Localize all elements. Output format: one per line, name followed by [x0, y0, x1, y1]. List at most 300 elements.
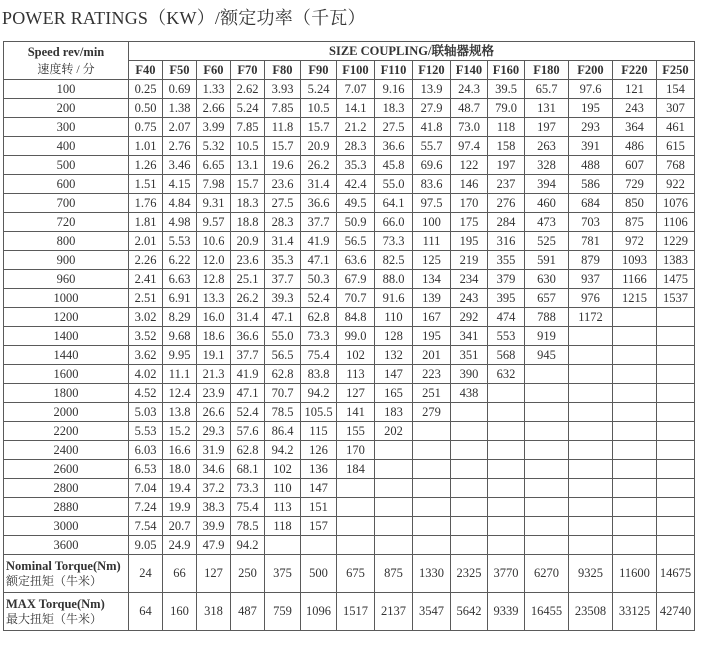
empty-cell — [525, 441, 569, 460]
power-cell: 607 — [613, 156, 657, 175]
power-cell: 56.5 — [265, 346, 301, 365]
power-cell: 99.0 — [337, 327, 375, 346]
power-cell: 7.24 — [129, 498, 163, 517]
speed-cell: 200 — [4, 99, 129, 118]
empty-cell — [569, 384, 613, 403]
power-cell: 1475 — [657, 270, 695, 289]
empty-cell — [613, 308, 657, 327]
power-cell: 460 — [525, 194, 569, 213]
power-cell: 316 — [488, 232, 525, 251]
power-cell: 630 — [525, 270, 569, 289]
power-cell: 18.8 — [231, 213, 265, 232]
speed-cell: 2880 — [4, 498, 129, 517]
power-cell: 55.0 — [375, 175, 413, 194]
page-title: POWER RATINGS（KW）/额定功率（千瓦） — [2, 8, 366, 28]
power-cell: 47.1 — [265, 308, 301, 327]
speed-cell: 1600 — [4, 365, 129, 384]
torque-cell: 675 — [337, 555, 375, 593]
power-cell: 195 — [451, 232, 488, 251]
speed-cell: 2000 — [4, 403, 129, 422]
power-cell: 57.6 — [231, 422, 265, 441]
power-cell: 70.7 — [337, 289, 375, 308]
speed-cell: 1000 — [4, 289, 129, 308]
empty-cell — [569, 422, 613, 441]
power-cell: 23.6 — [231, 251, 265, 270]
power-cell: 13.9 — [413, 80, 451, 99]
nominal-torque-label-zh: 额定扭矩（牛米） — [6, 573, 103, 588]
power-cell: 251 — [413, 384, 451, 403]
power-cell: 121 — [613, 80, 657, 99]
power-cell: 97.5 — [413, 194, 451, 213]
power-cell: 18.3 — [375, 99, 413, 118]
speed-cell: 1800 — [4, 384, 129, 403]
empty-cell — [657, 308, 695, 327]
power-cell: 3.62 — [129, 346, 163, 365]
empty-cell — [613, 346, 657, 365]
power-cell: 7.04 — [129, 479, 163, 498]
power-cell: 10.5 — [231, 137, 265, 156]
power-cell: 38.3 — [197, 498, 231, 517]
power-cell: 1076 — [657, 194, 695, 213]
power-cell: 364 — [613, 118, 657, 137]
power-cell: 65.7 — [525, 80, 569, 99]
power-cell: 2.66 — [197, 99, 231, 118]
power-cell: 111 — [413, 232, 451, 251]
nominal-torque-label-en: Nominal Torque(Nm) — [6, 558, 121, 573]
table-row — [4, 213, 695, 232]
power-cell: 13.1 — [231, 156, 265, 175]
power-cell: 26.2 — [301, 156, 337, 175]
power-cell: 167 — [413, 308, 451, 327]
torque-cell: 2325 — [451, 555, 488, 593]
power-cell: 223 — [413, 365, 451, 384]
empty-cell — [488, 384, 525, 403]
table-row — [4, 270, 695, 289]
power-cell: 279 — [413, 403, 451, 422]
empty-cell — [525, 422, 569, 441]
empty-cell — [488, 460, 525, 479]
empty-cell — [413, 460, 451, 479]
power-cell: 355 — [488, 251, 525, 270]
power-cell: 41.9 — [301, 232, 337, 251]
empty-cell — [613, 498, 657, 517]
empty-cell — [569, 327, 613, 346]
power-cell: 184 — [337, 460, 375, 479]
power-cell: 47.9 — [197, 536, 231, 555]
power-cell: 125 — [413, 251, 451, 270]
empty-cell — [569, 403, 613, 422]
table-row — [4, 536, 695, 555]
speed-cell: 700 — [4, 194, 129, 213]
power-cell: 24.3 — [451, 80, 488, 99]
empty-cell — [525, 403, 569, 422]
power-cell: 31.4 — [301, 175, 337, 194]
power-cell: 42.4 — [337, 175, 375, 194]
power-cell: 1.51 — [129, 175, 163, 194]
power-cell: 1166 — [613, 270, 657, 289]
power-cell: 49.5 — [337, 194, 375, 213]
power-cell: 41.9 — [231, 365, 265, 384]
speed-cell: 1440 — [4, 346, 129, 365]
power-cell: 39.3 — [265, 289, 301, 308]
torque-cell: 14675 — [657, 555, 695, 593]
power-cell: 19.9 — [163, 498, 197, 517]
power-cell: 2.41 — [129, 270, 163, 289]
power-cell: 91.6 — [375, 289, 413, 308]
power-cell: 62.8 — [231, 441, 265, 460]
torque-cell: 875 — [375, 555, 413, 593]
power-cell: 488 — [569, 156, 613, 175]
empty-cell — [525, 460, 569, 479]
power-cell: 12.4 — [163, 384, 197, 403]
power-cell: 12.0 — [197, 251, 231, 270]
power-cell: 50.9 — [337, 213, 375, 232]
power-cell: 7.07 — [337, 80, 375, 99]
table-row — [4, 99, 695, 118]
empty-cell — [613, 422, 657, 441]
power-cell: 110 — [265, 479, 301, 498]
empty-cell — [451, 479, 488, 498]
power-cell: 19.4 — [163, 479, 197, 498]
speed-cell: 300 — [4, 118, 129, 137]
power-cell: 165 — [375, 384, 413, 403]
power-cell: 35.3 — [337, 156, 375, 175]
power-cell: 11.8 — [265, 118, 301, 137]
model-header-cell: F40 — [129, 61, 163, 80]
power-cell: 1.33 — [197, 80, 231, 99]
table-row — [4, 498, 695, 517]
power-cell: 102 — [337, 346, 375, 365]
power-cell: 64.1 — [375, 194, 413, 213]
power-cell: 15.7 — [265, 137, 301, 156]
table-row — [4, 517, 695, 536]
power-cell: 50.3 — [301, 270, 337, 289]
power-cell: 170 — [337, 441, 375, 460]
empty-cell — [375, 479, 413, 498]
power-cell: 9.57 — [197, 213, 231, 232]
empty-cell — [657, 365, 695, 384]
power-cell: 486 — [613, 137, 657, 156]
power-cell: 37.7 — [265, 270, 301, 289]
empty-cell — [657, 517, 695, 536]
torque-cell: 64 — [129, 593, 163, 631]
power-cell: 729 — [613, 175, 657, 194]
power-cell: 2.51 — [129, 289, 163, 308]
power-cell: 7.98 — [197, 175, 231, 194]
power-cell: 243 — [451, 289, 488, 308]
power-cell: 12.8 — [197, 270, 231, 289]
torque-cell: 11600 — [613, 555, 657, 593]
table-row — [4, 308, 695, 327]
power-cell: 10.5 — [301, 99, 337, 118]
power-cell: 52.4 — [231, 403, 265, 422]
power-cell: 36.6 — [375, 137, 413, 156]
power-cell: 26.2 — [231, 289, 265, 308]
power-cell: 9.95 — [163, 346, 197, 365]
power-cell: 3.52 — [129, 327, 163, 346]
power-cell: 155 — [337, 422, 375, 441]
empty-cell — [657, 441, 695, 460]
nominal-torque-row — [4, 555, 695, 593]
power-cell: 20.9 — [301, 137, 337, 156]
empty-cell — [375, 498, 413, 517]
power-cell: 97.4 — [451, 137, 488, 156]
table-row — [4, 80, 695, 99]
power-ratings-table — [3, 41, 695, 631]
power-cell: 37.7 — [231, 346, 265, 365]
power-cell: 7.85 — [265, 99, 301, 118]
power-cell: 113 — [337, 365, 375, 384]
power-cell: 1172 — [569, 308, 613, 327]
power-cell: 1.81 — [129, 213, 163, 232]
power-cell: 391 — [569, 137, 613, 156]
power-cell: 68.1 — [231, 460, 265, 479]
empty-cell — [413, 498, 451, 517]
torque-cell: 3547 — [413, 593, 451, 631]
power-cell: 1106 — [657, 213, 695, 232]
power-cell: 21.2 — [337, 118, 375, 137]
model-header-cell: F250 — [657, 61, 695, 80]
table-row — [4, 251, 695, 270]
power-cell: 20.9 — [231, 232, 265, 251]
power-cell: 292 — [451, 308, 488, 327]
empty-cell — [525, 517, 569, 536]
power-cell: 128 — [375, 327, 413, 346]
power-cell: 5.32 — [197, 137, 231, 156]
power-cell: 632 — [488, 365, 525, 384]
power-cell: 3.93 — [265, 80, 301, 99]
power-cell: 474 — [488, 308, 525, 327]
power-cell: 78.5 — [265, 403, 301, 422]
power-cell: 175 — [451, 213, 488, 232]
torque-cell: 318 — [197, 593, 231, 631]
power-cell: 118 — [488, 118, 525, 137]
power-cell: 56.5 — [337, 232, 375, 251]
power-cell: 158 — [488, 137, 525, 156]
speed-header-label: Speed rev/min — [27, 44, 105, 59]
power-cell: 73.3 — [301, 327, 337, 346]
power-cell: 118 — [265, 517, 301, 536]
power-cell: 126 — [301, 441, 337, 460]
power-cell: 48.7 — [451, 99, 488, 118]
power-cell: 237 — [488, 175, 525, 194]
empty-cell — [451, 460, 488, 479]
torque-cell: 375 — [265, 555, 301, 593]
empty-cell — [337, 498, 375, 517]
empty-cell — [488, 536, 525, 555]
torque-cell: 759 — [265, 593, 301, 631]
empty-cell — [613, 479, 657, 498]
max-torque-row — [4, 593, 695, 631]
empty-cell — [413, 441, 451, 460]
power-cell: 63.6 — [337, 251, 375, 270]
power-cell: 94.2 — [231, 536, 265, 555]
power-cell: 473 — [525, 213, 569, 232]
empty-cell — [337, 479, 375, 498]
power-cell: 7.85 — [231, 118, 265, 137]
power-cell: 18.0 — [163, 460, 197, 479]
power-cell: 438 — [451, 384, 488, 403]
speed-cell: 1200 — [4, 308, 129, 327]
max-torque-label — [4, 593, 129, 631]
power-cell: 141 — [337, 403, 375, 422]
power-cell: 147 — [301, 479, 337, 498]
empty-cell — [488, 441, 525, 460]
power-cell: 62.8 — [265, 365, 301, 384]
power-cell: 73.3 — [375, 232, 413, 251]
power-cell: 195 — [413, 327, 451, 346]
power-cell: 36.6 — [231, 327, 265, 346]
power-cell: 0.25 — [129, 80, 163, 99]
power-cell: 972 — [613, 232, 657, 251]
power-cell: 9.05 — [129, 536, 163, 555]
empty-cell — [525, 479, 569, 498]
power-cell: 154 — [657, 80, 695, 99]
power-cell: 341 — [451, 327, 488, 346]
power-cell: 47.1 — [301, 251, 337, 270]
empty-cell — [657, 346, 695, 365]
empty-cell — [375, 460, 413, 479]
power-cell: 127 — [337, 384, 375, 403]
power-cell: 202 — [375, 422, 413, 441]
torque-cell: 9339 — [488, 593, 525, 631]
power-cell: 34.6 — [197, 460, 231, 479]
speed-cell: 2800 — [4, 479, 129, 498]
model-header-cell: F140 — [451, 61, 488, 80]
power-cell: 94.2 — [301, 384, 337, 403]
power-cell: 328 — [525, 156, 569, 175]
power-cell: 94.2 — [265, 441, 301, 460]
power-cell: 14.1 — [337, 99, 375, 118]
torque-cell: 23508 — [569, 593, 613, 631]
power-cell: 9.68 — [163, 327, 197, 346]
power-cell: 8.29 — [163, 308, 197, 327]
power-cell: 73.0 — [451, 118, 488, 137]
empty-cell — [657, 498, 695, 517]
model-header-cell: F120 — [413, 61, 451, 80]
power-cell: 31.9 — [197, 441, 231, 460]
empty-cell — [613, 517, 657, 536]
power-cell: 6.65 — [197, 156, 231, 175]
power-cell: 781 — [569, 232, 613, 251]
torque-cell: 16455 — [525, 593, 569, 631]
power-cell: 1383 — [657, 251, 695, 270]
power-cell: 461 — [657, 118, 695, 137]
power-cell: 195 — [569, 99, 613, 118]
power-cell: 703 — [569, 213, 613, 232]
power-cell: 293 — [569, 118, 613, 137]
power-cell: 768 — [657, 156, 695, 175]
power-cell: 139 — [413, 289, 451, 308]
empty-cell — [413, 517, 451, 536]
power-cell: 78.5 — [231, 517, 265, 536]
table-row — [4, 118, 695, 137]
empty-cell — [657, 384, 695, 403]
power-cell: 36.6 — [301, 194, 337, 213]
power-cell: 28.3 — [265, 213, 301, 232]
power-cell: 4.98 — [163, 213, 197, 232]
torque-cell: 5642 — [451, 593, 488, 631]
power-cell: 1537 — [657, 289, 695, 308]
empty-cell — [488, 498, 525, 517]
power-cell: 879 — [569, 251, 613, 270]
empty-cell — [375, 536, 413, 555]
power-cell: 919 — [525, 327, 569, 346]
power-cell: 390 — [451, 365, 488, 384]
torque-cell: 66 — [163, 555, 197, 593]
power-cell: 1.76 — [129, 194, 163, 213]
power-cell: 394 — [525, 175, 569, 194]
power-cell: 27.5 — [265, 194, 301, 213]
power-cell: 284 — [488, 213, 525, 232]
power-cell: 70.7 — [265, 384, 301, 403]
torque-cell: 127 — [197, 555, 231, 593]
power-cell: 16.6 — [163, 441, 197, 460]
power-cell: 23.9 — [197, 384, 231, 403]
power-cell: 1.01 — [129, 137, 163, 156]
power-cell: 5.53 — [163, 232, 197, 251]
power-cell: 6.03 — [129, 441, 163, 460]
empty-cell — [451, 536, 488, 555]
power-cell: 263 — [525, 137, 569, 156]
empty-cell — [525, 384, 569, 403]
table-row — [4, 422, 695, 441]
empty-cell — [569, 517, 613, 536]
power-cell: 19.6 — [265, 156, 301, 175]
power-cell: 113 — [265, 498, 301, 517]
power-cell: 20.7 — [163, 517, 197, 536]
max-torque-label-zh: 最大扭矩（牛米） — [6, 611, 103, 626]
power-cell: 0.50 — [129, 99, 163, 118]
max-torque-label-en: MAX Torque(Nm) — [6, 596, 105, 611]
power-cell: 850 — [613, 194, 657, 213]
power-cell: 97.6 — [569, 80, 613, 99]
power-cell: 16.0 — [197, 308, 231, 327]
power-cell: 9.31 — [197, 194, 231, 213]
power-cell: 52.4 — [301, 289, 337, 308]
power-cell: 26.6 — [197, 403, 231, 422]
power-cell: 37.2 — [197, 479, 231, 498]
empty-cell — [451, 422, 488, 441]
power-cell: 170 — [451, 194, 488, 213]
empty-cell — [613, 441, 657, 460]
speed-cell: 3600 — [4, 536, 129, 555]
power-cell: 27.9 — [413, 99, 451, 118]
power-cell: 25.1 — [231, 270, 265, 289]
power-cell: 136 — [301, 460, 337, 479]
power-cell: 151 — [301, 498, 337, 517]
power-cell: 525 — [525, 232, 569, 251]
empty-cell — [337, 536, 375, 555]
power-cell: 1.38 — [163, 99, 197, 118]
power-cell: 157 — [301, 517, 337, 536]
empty-cell — [525, 536, 569, 555]
table-row — [4, 460, 695, 479]
speed-cell: 400 — [4, 137, 129, 156]
power-cell: 9.16 — [375, 80, 413, 99]
power-cell: 21.3 — [197, 365, 231, 384]
power-cell: 5.24 — [301, 80, 337, 99]
torque-cell: 3770 — [488, 555, 525, 593]
torque-cell: 160 — [163, 593, 197, 631]
power-cell: 10.6 — [197, 232, 231, 251]
power-cell: 84.8 — [337, 308, 375, 327]
empty-cell — [657, 403, 695, 422]
torque-cell: 2137 — [375, 593, 413, 631]
model-header-cell: F200 — [569, 61, 613, 80]
power-cell: 6.22 — [163, 251, 197, 270]
power-cell: 35.3 — [265, 251, 301, 270]
